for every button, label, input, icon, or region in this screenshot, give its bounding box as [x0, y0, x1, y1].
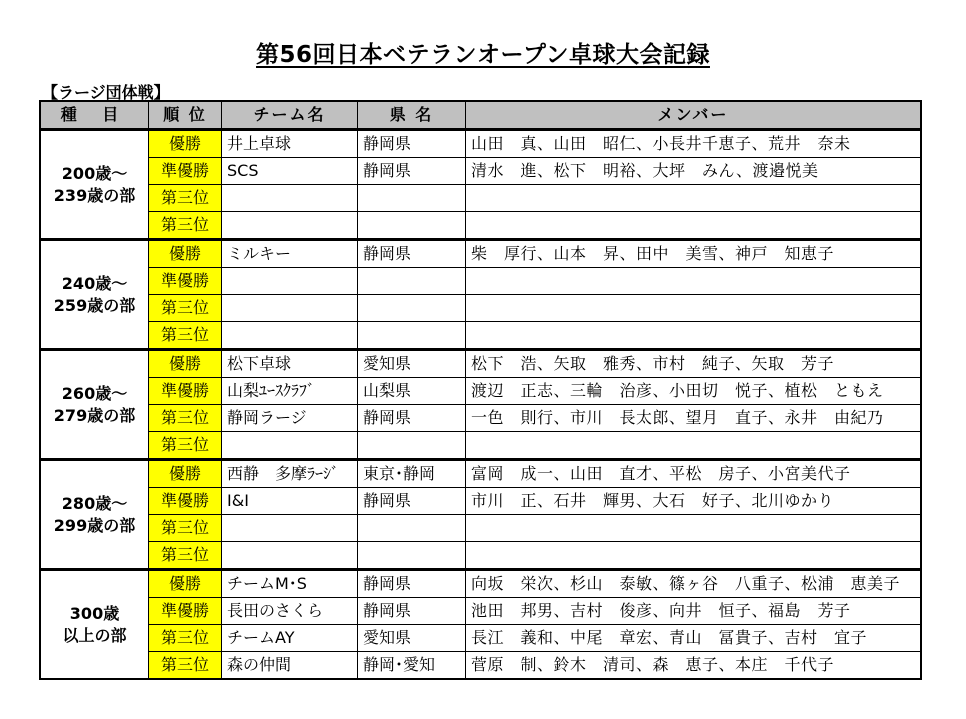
prefecture-cell: 静岡県 — [358, 240, 466, 268]
table-row — [41, 322, 921, 350]
table-row — [41, 488, 921, 515]
members-cell: 松下 浩、矢取 雅秀、市村 純子、矢取 芳子 — [466, 350, 921, 378]
prefecture-cell — [358, 185, 466, 212]
team-name-cell: 森の仲間 — [222, 652, 358, 679]
category-label-line: 以上の部 — [62, 625, 127, 645]
members-cell: 一色 則行、市川 長太郎、望月 直子、永井 由紀乃 — [466, 405, 921, 432]
prefecture-cell — [358, 542, 466, 570]
prefecture-cell: 静岡県 — [358, 598, 466, 625]
header-members: メンバー — [466, 102, 921, 130]
members-cell: 渡辺 正志、三輪 治彦、小田切 悦子、植松 ともえ — [466, 378, 921, 405]
prefecture-cell: 愛知県 — [358, 350, 466, 378]
header-category: 種 目 — [41, 102, 149, 130]
table-row — [41, 432, 921, 460]
prefecture-cell — [358, 268, 466, 295]
rank-cell: 第三位 — [149, 432, 222, 460]
members-cell — [466, 515, 921, 542]
rank-cell: 準優勝 — [149, 598, 222, 625]
results-body — [41, 130, 921, 679]
rank-cell: 第三位 — [149, 542, 222, 570]
rank-cell: 優勝 — [149, 130, 222, 158]
team-name-cell: 静岡ラージ — [222, 405, 358, 432]
team-name-cell: I&I — [222, 488, 358, 515]
table-row — [41, 460, 921, 488]
prefecture-cell: 静岡･愛知 — [358, 652, 466, 679]
category-cell — [41, 130, 149, 240]
section-subtitle: 【ラージ団体戦】 — [42, 83, 170, 102]
category-label-line: 239歳の部 — [53, 185, 136, 205]
prefecture-cell — [358, 295, 466, 322]
rank-cell: 優勝 — [149, 570, 222, 598]
team-name-cell — [222, 322, 358, 350]
table-row — [41, 350, 921, 378]
rank-cell: 準優勝 — [149, 378, 222, 405]
team-name-cell — [222, 212, 358, 240]
header-team: チーム名 — [222, 102, 358, 130]
members-cell: 市川 正、石井 輝男、大石 好子、北川ゆかり — [466, 488, 921, 515]
prefecture-cell: 愛知県 — [358, 625, 466, 652]
team-name-cell: 山梨ﾕｰｽｸﾗﾌﾞ — [222, 378, 358, 405]
members-cell — [466, 268, 921, 295]
members-cell — [466, 212, 921, 240]
team-name-cell — [222, 515, 358, 542]
header-prefecture: 県 名 — [358, 102, 466, 130]
prefecture-cell — [358, 322, 466, 350]
prefecture-cell: 静岡県 — [358, 130, 466, 158]
team-name-cell: チームAY — [222, 625, 358, 652]
team-name-cell — [222, 185, 358, 212]
prefecture-cell: 静岡県 — [358, 158, 466, 185]
team-name-cell — [222, 542, 358, 570]
table-row — [41, 240, 921, 268]
table-row — [41, 598, 921, 625]
category-label-line: 279歳の部 — [53, 405, 136, 425]
category-label-line: 299歳の部 — [53, 515, 136, 535]
team-name-cell — [222, 432, 358, 460]
team-name-cell: ミルキー — [222, 240, 358, 268]
rank-cell: 第三位 — [149, 405, 222, 432]
table-row — [41, 515, 921, 542]
table-row — [41, 185, 921, 212]
team-name-cell — [222, 295, 358, 322]
header-rank: 順 位 — [149, 102, 222, 130]
category-label-line: 240歳～ — [61, 273, 128, 293]
table-row — [41, 652, 921, 679]
rank-cell: 優勝 — [149, 460, 222, 488]
prefecture-cell — [358, 432, 466, 460]
prefecture-cell: 山梨県 — [358, 378, 466, 405]
team-name-cell: チームM･S — [222, 570, 358, 598]
header-row — [41, 102, 921, 130]
members-cell: 池田 邦男、吉村 俊彦、向井 恒子、福島 芳子 — [466, 598, 921, 625]
rank-cell: 準優勝 — [149, 158, 222, 185]
page-title: 第56回日本ベテランオープン卓球大会記録 — [256, 42, 710, 68]
category-cell — [41, 460, 149, 570]
rank-cell: 第三位 — [149, 515, 222, 542]
results-table — [40, 101, 921, 679]
rank-cell: 第三位 — [149, 625, 222, 652]
table-row — [41, 378, 921, 405]
prefecture-cell — [358, 515, 466, 542]
category-label-line: 300歳 — [69, 603, 120, 623]
category-cell — [41, 240, 149, 350]
rank-cell: 第三位 — [149, 652, 222, 679]
team-name-cell: SCS — [222, 158, 358, 185]
prefecture-cell: 静岡県 — [358, 488, 466, 515]
rank-cell: 準優勝 — [149, 488, 222, 515]
members-cell: 菅原 制、鈴木 清司、森 恵子、本庄 千代子 — [466, 652, 921, 679]
rank-cell: 準優勝 — [149, 268, 222, 295]
team-name-cell: 長田のさくら — [222, 598, 358, 625]
rank-cell: 優勝 — [149, 240, 222, 268]
members-cell: 山田 真、山田 昭仁、小長井千恵子、荒井 奈未 — [466, 130, 921, 158]
table-row — [41, 295, 921, 322]
category-cell — [41, 570, 149, 679]
rank-cell: 第三位 — [149, 212, 222, 240]
table-row — [41, 268, 921, 295]
rank-cell: 第三位 — [149, 322, 222, 350]
table-row — [41, 158, 921, 185]
members-cell: 清水 進、松下 明裕、大坪 みん、渡邉悦美 — [466, 158, 921, 185]
rank-cell: 第三位 — [149, 185, 222, 212]
members-cell: 富岡 成一、山田 直才、平松 房子、小宮美代子 — [466, 460, 921, 488]
members-cell — [466, 432, 921, 460]
table-row — [41, 405, 921, 432]
members-cell: 長江 義和、中尾 章宏、青山 冨貴子、吉村 宜子 — [466, 625, 921, 652]
table-row — [41, 130, 921, 158]
prefecture-cell: 静岡県 — [358, 570, 466, 598]
category-label-line: 200歳～ — [61, 163, 128, 183]
members-cell — [466, 322, 921, 350]
prefecture-cell: 東京･静岡 — [358, 460, 466, 488]
table-row — [41, 542, 921, 570]
members-cell: 柴 厚行、山本 昇、田中 美雪、神戸 知恵子 — [466, 240, 921, 268]
members-cell — [466, 542, 921, 570]
table-row — [41, 570, 921, 598]
table-row — [41, 625, 921, 652]
members-cell — [466, 295, 921, 322]
category-label-line: 280歳～ — [61, 493, 128, 513]
category-cell — [41, 350, 149, 460]
team-name-cell: 松下卓球 — [222, 350, 358, 378]
category-label-line: 259歳の部 — [53, 295, 136, 315]
members-cell: 向坂 栄次、杉山 泰敏、篠ヶ谷 八重子、松浦 恵美子 — [466, 570, 921, 598]
table-row — [41, 212, 921, 240]
category-label-line: 260歳～ — [61, 383, 128, 403]
team-name-cell — [222, 268, 358, 295]
team-name-cell: 井上卓球 — [222, 130, 358, 158]
rank-cell: 優勝 — [149, 350, 222, 378]
rank-cell: 第三位 — [149, 295, 222, 322]
prefecture-cell — [358, 212, 466, 240]
members-cell — [466, 185, 921, 212]
team-name-cell: 西静 多摩ﾗｰｼﾞ — [222, 460, 358, 488]
prefecture-cell: 静岡県 — [358, 405, 466, 432]
